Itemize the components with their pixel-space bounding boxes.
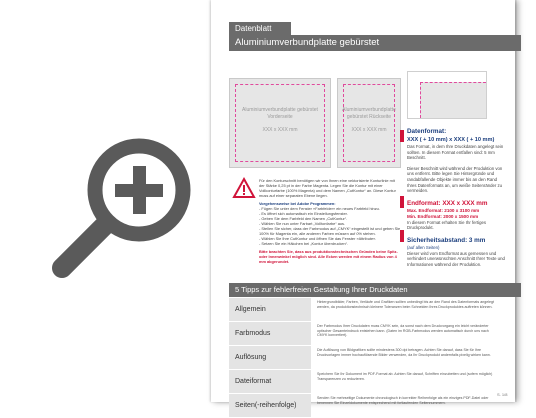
tip-label: Farbmodus xyxy=(229,322,311,345)
back-preview xyxy=(337,78,401,168)
warning-intro: Für den Konturschnitt benötigen wir von Ihnen eine vektorisierte Konturlinie mit der Stärke 0,25 pt in der Farbe Magenta. Legen Sie die Kontur mit einer Vollkonturfarbe (100% Magenta) und dem Namen „CutKontur“ an. Diese Kontur muss auf einer separaten Ebene liegen. xyxy=(259,178,396,198)
datasheet-tab: Datenblatt xyxy=(229,22,291,35)
contour-warning xyxy=(231,178,401,262)
zoom-in-icon[interactable] xyxy=(44,118,214,288)
warning-step: - Wählen Sie nun unter Farbart „Volltonfarbe“ aus. xyxy=(259,221,346,226)
tip-label: Dateiformat xyxy=(229,370,311,393)
tip-text: Senden Sie mehrseitige Dokumente chronologisch in korrekter Reihenfolge als ein einziges PDF-Datei oder benennen Sie Einzeldokumente entsprechend mit fortlaufenden Seitennummern. xyxy=(317,396,489,405)
front-preview xyxy=(229,78,331,168)
tip-label: Seiten(-reihenfolge) xyxy=(229,394,311,417)
cut-line xyxy=(235,84,325,162)
corner-detail xyxy=(407,71,487,119)
corner-bleed-area xyxy=(420,82,486,118)
table-row xyxy=(229,394,521,417)
warning-step: - Geben Sie dem Farbfeld den Namen „CutKontur“. xyxy=(259,216,348,221)
format-value: XXX ( + 10 mm) x XXX ( + 10 mm) xyxy=(407,137,495,143)
tip-text: Die Auflösung von Bildgrafiken sollte mindestens 300 dpi betragen. Achten Sie darauf, dass Sie für Ihre Druckvorlagen immer hochauflösende Bilder verwenden, da Ihr Druckprodukt andernfalls pixelig wirken kann. xyxy=(317,348,491,357)
endformat-heading: Endformat: XXX x XXX mm xyxy=(407,199,488,207)
product-title: Aluminiumverbundplatte gebürstet xyxy=(229,35,521,51)
format-heading: Datenformat: xyxy=(407,128,447,135)
warning-step: - Stellen Sie sicher, dass der Farbmodus auf „CMYK“ eingestellt ist und geben Sie 100% für Magenta ein, alle anderen Farben müssen auf 0% stehen. xyxy=(259,226,401,236)
warning-icon xyxy=(233,178,255,198)
format-info xyxy=(407,128,507,267)
endformat-max: Max. Endformat: 2100 x 3100 mm xyxy=(407,207,480,213)
page-number: S. 1/8 xyxy=(497,392,508,397)
format-marker xyxy=(400,130,404,142)
tip-text: Der Farbmodus Ihrer Druckdaten muss CMYK sein, da sonst nach dem Druckvorgang ein leicht veränderter optischer Gesamteindruck entstehen kann. (Daten im RGB-Farbmodus werden automatisch durch uns nach CMYK konvertiert). xyxy=(317,324,489,338)
format-text-2: Dieser Beschnitt wird während der Produktion von uns entfernt. Bitte legen Sie Hintergründe und randabfallende Objekte immer bis an den Rand Ihres Datenformats an, um weiße Seitenränder zu vermeiden. xyxy=(407,165,503,194)
table-row xyxy=(229,298,521,321)
safety-text: Dieser wird vom Endformat aus gemessen und verhindert unerwünschten Anschnitt Ihrer Texte und Informationen während der Produktion. xyxy=(407,250,505,267)
tip-label: Allgemein xyxy=(229,298,311,321)
tip-label: Auflösung xyxy=(229,346,311,369)
tips-heading: 5 Tipps zur fehlerfreien Gestaltung Ihrer Druckdaten xyxy=(229,283,521,297)
tip-text: Speichern Sie Ihr Dokument im PDF-Format ab. Achten Sie darauf, Schriften einzubetten und (sofern möglich) Transparenzen zu reduzieren. xyxy=(317,372,493,381)
tip-text: Hintergrundbilder, Farben, Verläufe und Grafiken sollten unbedingt bis an den Rand des Datenformats angelegt werden, da produktionstechnisch kleinere Toleranzen beim Schneiden Ihres Druckproduktes auftreten können. xyxy=(317,300,495,309)
warning-sub-heading: Vorgehensweise bei Adobe Programmen: xyxy=(259,201,336,206)
preview-dimensions: XXX x XXX mm xyxy=(351,127,387,133)
table-row xyxy=(229,346,521,369)
safety-sub: (auf allen Seiten) xyxy=(407,244,440,250)
preview-label: Aluminiumverbundplatte gebürstet Rückseite xyxy=(342,107,396,120)
table-row xyxy=(229,322,521,345)
preview-label: Aluminiumverbundplatte gebürstet Vorderseite xyxy=(242,107,318,120)
warning-step: - Wählen Sie Ihre CutKontur und öffnen Sie das Fenster »Attribute«. xyxy=(259,236,377,241)
warning-red-note: Bitte beachten Sie, dass aus produktionstechnischen Gründen keine Spitz- oder Innenwinkel möglich sind. Alle Ecken werden mit einem Radius von 4 mm abgerundet. xyxy=(259,249,398,264)
preview-dimensions: XXX x XXX mm xyxy=(262,127,298,133)
datasheet-page xyxy=(211,0,515,409)
tips-table xyxy=(229,298,521,418)
table-row xyxy=(229,370,521,393)
safety-heading: Sicherheitsabstand: 3 mm xyxy=(407,236,486,244)
cut-line xyxy=(343,84,395,162)
warning-step: - Setzen Sie ein Häkchen bei „Kontur überdrucken“. xyxy=(259,241,349,246)
endformat-min: Min. Endformat: 2000 x 1500 mm xyxy=(407,213,479,219)
warning-text xyxy=(259,178,401,264)
endformat-text: In diesem Format erhalten Sie Ihr fertiges Druckprodukt. xyxy=(407,219,487,231)
format-text: Das Format, in dem Ihre Druckdaten angelegt sein sollten. In diesem Format entfallen sind: 5 mm Beschnitt. xyxy=(407,144,504,161)
warning-step: - Es öffnet sich automatisch ein Einstellungsfenster. xyxy=(259,211,348,216)
warning-step: - Fügen Sie unter dem Fenster »Farbfelder« ein neues Farbfeld hinzu. xyxy=(259,206,380,211)
